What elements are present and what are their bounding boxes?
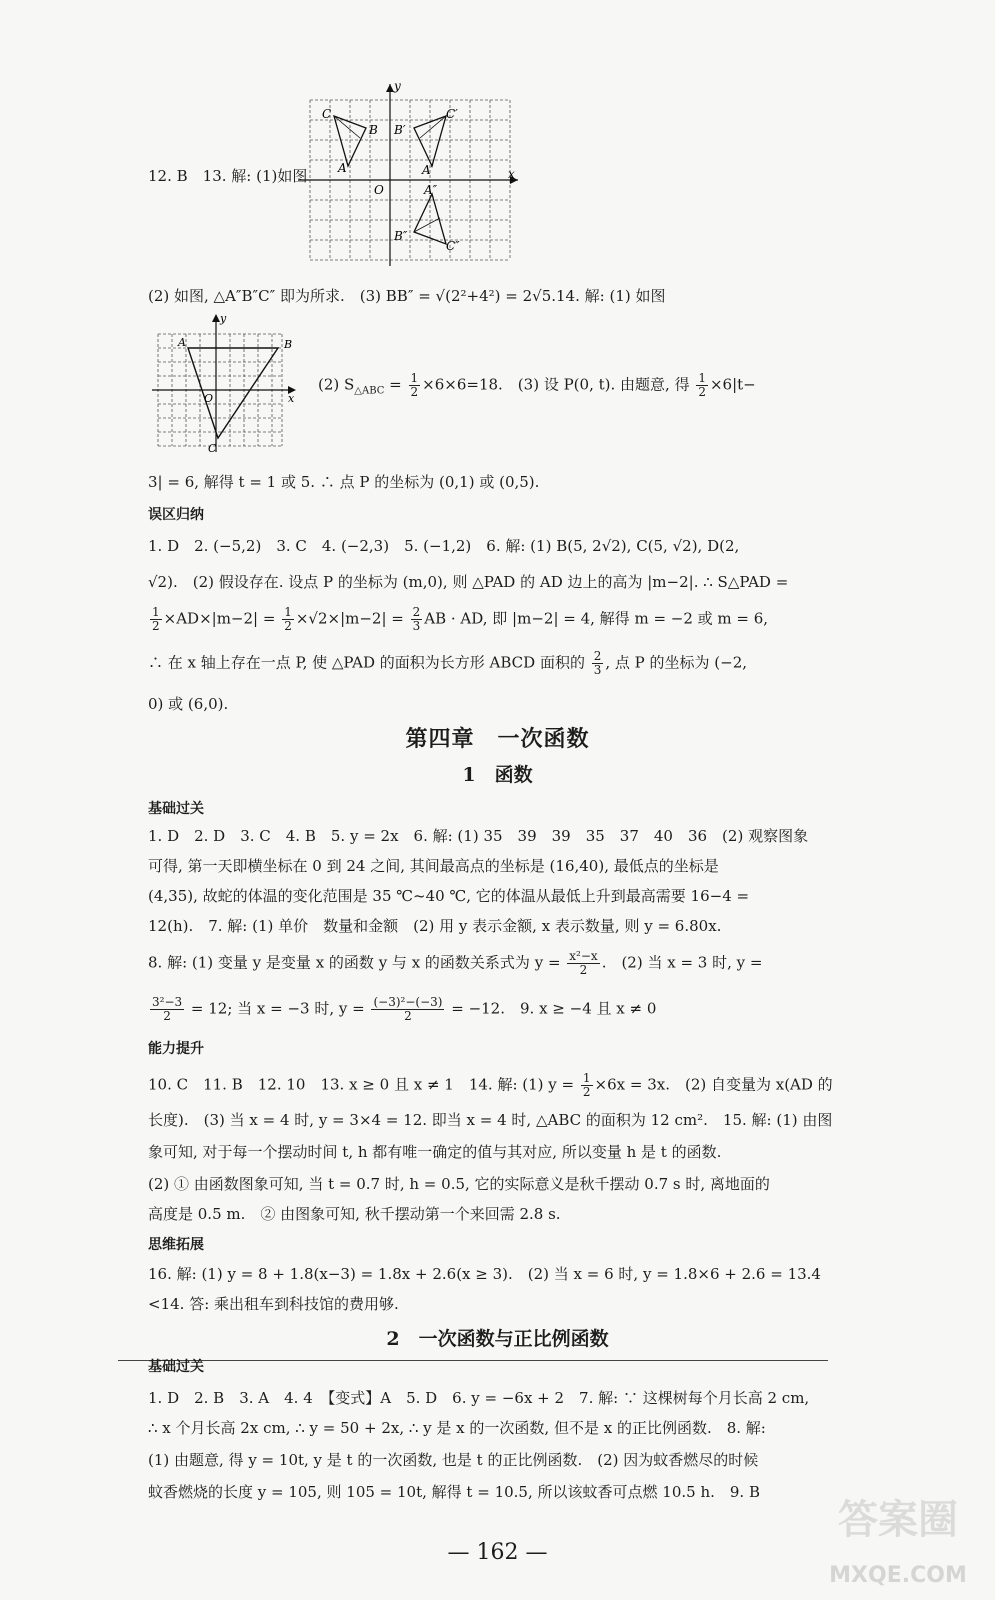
text-line-2: (2) 如图, △A″B″C″ 即为所求. (3) BB″ = √(2²+4²) = 2√5.14. 解: (1) 如图 <box>148 287 666 305</box>
fig1-label-A2: A″ <box>424 183 438 197</box>
text-line-10: 0) 或 (6,0). <box>148 695 229 713</box>
text-line-19: 10. C 11. B 12. 10 13. x ≥ 0 且 x ≠ 1 14. 解: (1) y = $\frac{1}{2}$ ×6x = 3x. (2) 自变量为 x(AD 的 <box>148 1071 833 1099</box>
fig1-label-B: B <box>369 123 378 137</box>
text-line-29: ∴ x 个月长高 2x cm, ∴ y = 50 + 2x, ∴ y 是 x 的一次函数, 但不是 x 的正比例函数. 8. 解: <box>148 1419 766 1437</box>
text-line-12: 1. D 2. D 3. C 4. B 5. y = 2x 6. 解: (1) 35 39 39 35 37 40 36 (2) 观察图象 <box>148 827 809 845</box>
fig1-label-O: O <box>374 183 384 197</box>
fig1-label-A: A <box>338 161 347 175</box>
fig1-label-x: x <box>508 167 515 181</box>
text-line-7: √2). (2) 假设存在. 设点 P 的坐标为 (m,0), 则 △PAD 的 AD 边上的高为 |m−2|. ∴ S△PAD = <box>148 573 789 591</box>
heading-siwei: 思维拓展 <box>148 1237 204 1253</box>
text-line-21: 象可知, 对于每一个摆动时间 t, h 都有唯一确定的值与其对应, 所以变量 h 是 t 的函数. <box>148 1143 722 1161</box>
fig2-label-O: O <box>204 392 214 405</box>
watermark-logo: 答案圈 MXQE.COM <box>829 1497 967 1588</box>
text-line-26: <14. 答: 乘出租车到科技馆的费用够. <box>148 1295 399 1313</box>
text-line-16: 8. 解: (1) 变量 y 是变量 x 的函数 y 与 x 的函数关系式为 y = $\frac{\text{x²−x}}{2}$ . (2) 当 x = 3 时, y = <box>148 949 763 977</box>
page-number: — 162 — <box>447 1540 548 1565</box>
fig1-label-C2: C″ <box>446 239 460 253</box>
fig2-label-y: y <box>220 312 227 325</box>
text-line-14: (4,35), 故蛇的体温的变化范围是 35 ℃~40 ℃, 它的体温从最低上升到最高需要 16−4 = <box>148 887 750 905</box>
text-line-3: (2) $S_{\triangle ABC}$ = $\frac{1}{2}$ ×6×6=18. (3) 设 P(0, t). 由题意, 得 $\frac{1}{2}$ ×6|t− <box>318 371 756 399</box>
section-title-2: 2 一次函数与正比例函数 <box>386 1328 609 1350</box>
fig2-label-A: A <box>178 336 186 349</box>
fig1-label-y: y <box>394 79 401 93</box>
fig1-label-C: C <box>322 107 332 121</box>
text-line-15: 12(h). 7. 解: (1) 单价 数量和金额 (2) 用 y 表示金额, x 表示数量, 则 y = 6.80x. <box>148 917 722 935</box>
fig1-label-B1: B′ <box>394 123 406 137</box>
text-line-6: 1. D 2. (−5,2) 3. C 4. (−2,3) 5. (−1,2) 6. 解: (1) B(5, 2√2), C(5, √2), D(2, <box>148 537 740 555</box>
fig1-label-B2: B″ <box>394 229 408 243</box>
section-title-1: 1 函数 <box>462 764 533 786</box>
heading-jichu-2: 基础过关 <box>148 1359 204 1375</box>
text-line-22: (2) ① 由函数图象可知, 当 t = 0.7 时, h = 0.5, 它的实际意义是秋千摆动 0.7 s 时, 离地面的 <box>148 1175 770 1193</box>
chapter-title: 第四章 一次函数 <box>405 726 590 752</box>
text-line-23: 高度是 0.5 m. ② 由图象可知, 秋千摆动第一个来回需 2.8 s. <box>148 1205 561 1223</box>
text-line-30: (1) 由题意, 得 y = 10t, y 是 t 的一次函数, 也是 t 的正比例函数. (2) 因为蚊香燃尽的时候 <box>148 1451 759 1469</box>
figure-coordinate-grid-2 <box>148 312 308 458</box>
text-line-1: 12. B 13. 解: (1)如图 <box>148 167 308 185</box>
text-line-17: $\frac{\text{3²−3}}{2}$ = 12; 当 x = −3 时, y = $\frac{\text{(−3)²−(−3)}}{2}$ = −12. 9. x ≥ −4 且 x ≠ 0 <box>152 995 657 1023</box>
text-line-25: 16. 解: (1) y = 8 + 1.8(x−3) = 1.8x + 2.6(x ≥ 3). (2) 当 x = 6 时, y = 1.8×6 + 2.6 = 13.4 <box>148 1265 821 1283</box>
heading-nengli: 能力提升 <box>148 1041 204 1057</box>
text-line-28: 1. D 2. B 3. A 4. 4 【变式】A 5. D 6. y = −6x + 2 7. 解: ∵ 这棵树每个月长高 2 cm, <box>148 1389 810 1407</box>
text-line-9: ∴ 在 x 轴上存在一点 P, 使 △PAD 的面积为长方形 ABCD 面积的 $\frac{2}{3}$ , 点 P 的坐标为 (−2, <box>148 649 748 677</box>
fig1-label-A1: A′ <box>422 163 434 177</box>
fig2-label-C: C <box>208 442 217 455</box>
heading-jichu-1: 基础过关 <box>148 801 204 817</box>
divider-rule <box>118 1360 828 1361</box>
fig2-label-x: x <box>288 392 295 405</box>
text-line-13: 可得, 第一天即横坐标在 0 到 24 之间, 其间最高点的坐标是 (16,40), 最低点的坐标是 <box>148 857 719 875</box>
fig2-label-B: B <box>284 338 293 351</box>
text-line-8: $\frac{1}{2}$ ×AD×|m−2| = $\frac{1}{2}$ ×√2×|m−2| = $\frac{2}{3}$ AB · AD, 即 |m−2| = 4, 解得 m = −2 或 m = 6, <box>152 605 769 633</box>
text-line-20: 长度). (3) 当 x = 4 时, y = 3×4 = 12. 即当 x = 4 时, △ABC 的面积为 12 cm². 15. 解: (1) 由图 <box>148 1111 833 1129</box>
text-line-4: 3| = 6, 解得 t = 1 或 5. ∴ 点 P 的坐标为 (0,1) 或 (0,5). <box>148 473 540 491</box>
text-line-31: 蚊香燃烧的长度 y = 105, 则 105 = 10t, 解得 t = 10.5, 所以该蚊香可点燃 10.5 h. 9. B <box>148 1483 760 1501</box>
fig1-label-C1: C′ <box>446 107 458 121</box>
heading-wuqu: 误区归纳 <box>148 507 204 523</box>
